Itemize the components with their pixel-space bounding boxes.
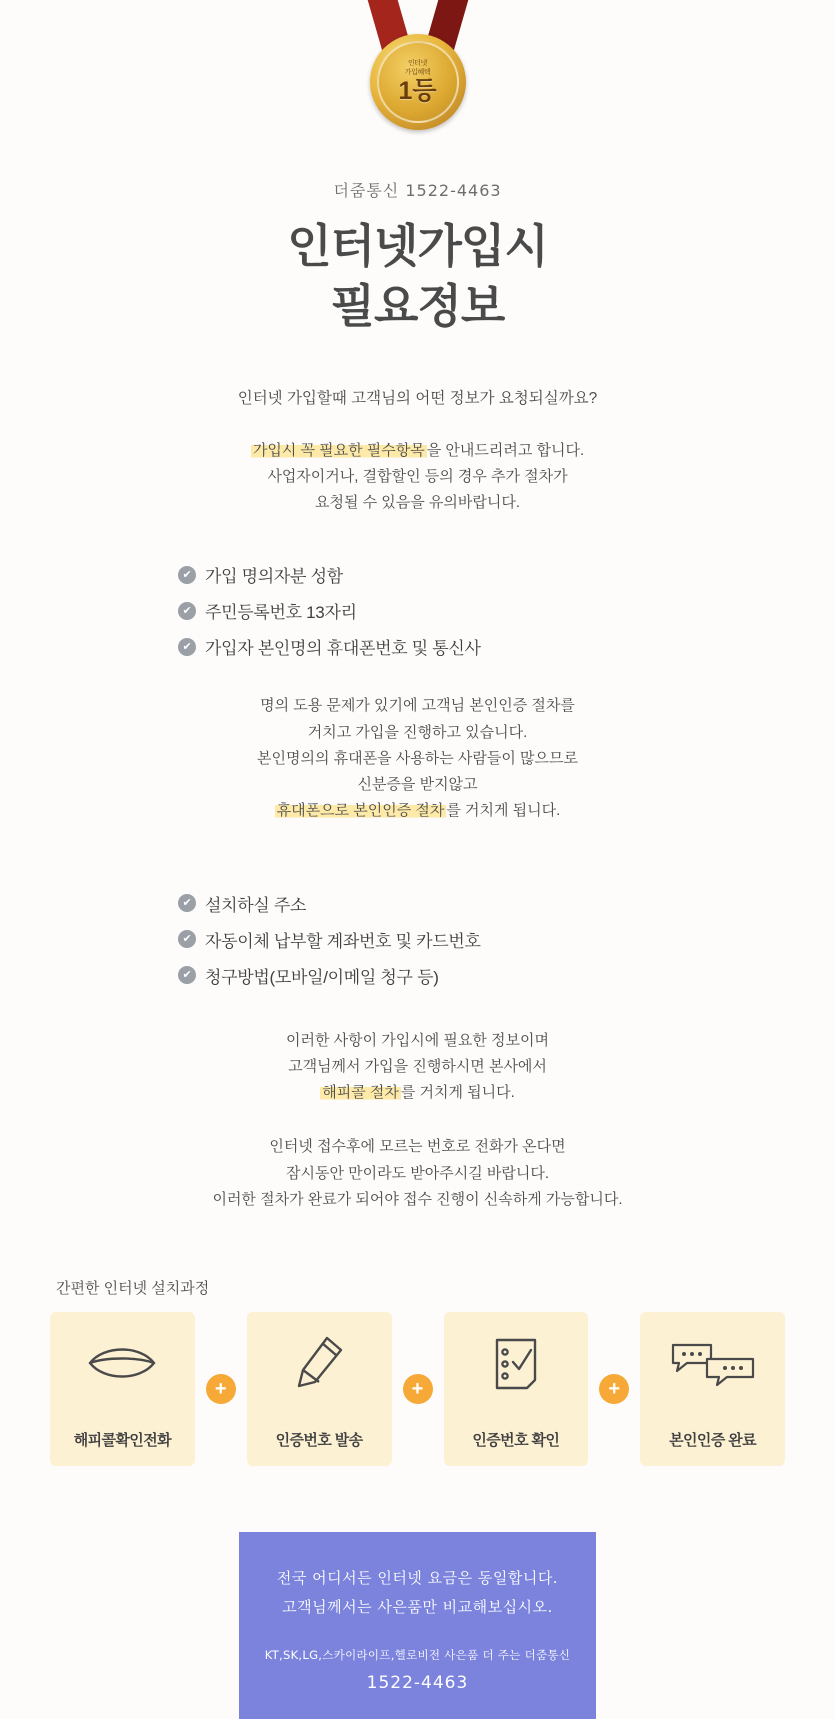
step-card-happy-call xyxy=(50,1312,195,1466)
list-item xyxy=(178,562,835,587)
step-label: 인증번호 확인 xyxy=(472,1432,560,1450)
intro-line1 xyxy=(0,438,835,464)
check-icon: ✔ xyxy=(178,566,196,584)
check-icon: ✔ xyxy=(178,602,196,620)
intro-line2: 사업자이거나, 결합할인 등의 경우 추가 절차가 xyxy=(267,467,568,485)
checklist-required-info xyxy=(0,562,835,659)
checklist-clipboard-icon xyxy=(491,1332,541,1394)
medal-top-line2: 가입혜택 xyxy=(404,68,431,76)
plus-icon: + xyxy=(599,1374,629,1404)
note2-line2: 고객님께서 가입을 진행하시면 본사에서 xyxy=(288,1057,547,1075)
medal-inner xyxy=(377,41,459,123)
medal-icon xyxy=(370,34,466,130)
note-incoming-call xyxy=(0,1134,835,1213)
note1-line5-tail: 를 거치게 됩니다. xyxy=(446,802,561,820)
intro-line3: 요청될 수 있음을 유의바랍니다. xyxy=(314,494,521,512)
list-item xyxy=(178,598,835,623)
note3-line2: 잠시동안 만이라도 받아주시길 바랍니다. xyxy=(285,1164,549,1182)
note2-line3-tail: 를 거치게 됩니다. xyxy=(400,1084,515,1102)
note2-line3 xyxy=(0,1080,835,1106)
list-item-label: 설치하실 주소 xyxy=(205,895,307,915)
list-item-label: 자동이체 납부할 계좌번호 및 카드번호 xyxy=(205,931,481,951)
note3-line1: 인터넷 접수후에 모르는 번호로 전화가 온다면 xyxy=(269,1138,566,1156)
note-identity-verification xyxy=(0,693,835,824)
lead-text: 인터넷 가입할때 고객님의 어떤 정보가 요청되실까요? xyxy=(237,389,598,407)
intro-line1-tail: 을 안내드리려고 합니다. xyxy=(426,441,585,459)
list-item xyxy=(178,927,835,952)
plus-icon: + xyxy=(403,1374,433,1404)
banner-phone: 1522-4463 xyxy=(366,1673,469,1694)
list-item xyxy=(178,634,835,659)
step-card-send-code xyxy=(247,1312,392,1466)
pencil-icon xyxy=(291,1332,347,1394)
check-icon: ✔ xyxy=(178,894,196,912)
medal-badge xyxy=(0,0,835,150)
note1-line4: 신분증을 받지않고 xyxy=(357,776,478,794)
medal-top-line1: 인터넷 xyxy=(407,59,428,67)
page-title-line1: 인터넷가입시 xyxy=(287,220,548,272)
spacer xyxy=(0,825,835,881)
step-card-verified xyxy=(640,1312,785,1466)
checklist-additional-info xyxy=(0,891,835,988)
note-happy-call xyxy=(0,1028,835,1107)
check-icon: ✔ xyxy=(178,638,196,656)
note1-line5 xyxy=(0,798,835,824)
list-item-label: 청구방법(모바일/이메일 청구 등) xyxy=(205,967,439,987)
chat-bubbles-icon xyxy=(667,1332,759,1394)
page-title-line2: 필요정보 xyxy=(330,279,505,332)
check-icon: ✔ xyxy=(178,930,196,948)
intro-paragraph xyxy=(0,438,835,517)
banner-line3: KT,SK,LG,스카이라이프,헬로비전 사은품 더 주는 더줌통신 xyxy=(264,1648,571,1663)
footer-banner xyxy=(239,1532,596,1719)
step-label: 해피콜확인전화 xyxy=(73,1432,171,1450)
intro-line1-highlight: 가입시 꼭 필요한 필수항목 xyxy=(252,441,425,459)
note1-line2: 거치고 가입을 진행하고 있습니다. xyxy=(307,723,528,741)
banner-line2: 고객님께서는 사은품만 비교해보십시오. xyxy=(282,1597,553,1616)
brand-phone-line: 더줌통신 1522-4463 xyxy=(333,181,502,200)
note1-line1: 명의 도용 문제가 있기에 고객님 본인인증 절차를 xyxy=(260,697,575,715)
medal-rank: 1등 xyxy=(398,77,437,106)
steps-section-title: 간편한 인터넷 설치과정 xyxy=(56,1280,210,1298)
list-item xyxy=(178,891,835,916)
banner-line1: 전국 어디서든 인터넷 요금은 동일합니다. xyxy=(276,1569,559,1588)
page-title xyxy=(0,217,835,337)
list-item-label: 가입자 본인명의 휴대폰번호 및 통신사 xyxy=(205,639,481,659)
step-label: 본인인증 완료 xyxy=(669,1432,757,1450)
note2-line1: 이러한 사항이 가입시에 필요한 정보이며 xyxy=(285,1031,549,1049)
note1-line5-highlight: 휴대폰으로 본인인증 절차 xyxy=(276,802,445,820)
steps-row xyxy=(0,1312,835,1466)
step-label: 인증번호 발송 xyxy=(275,1432,363,1450)
list-item-label: 주민등록번호 13자리 xyxy=(205,603,357,623)
plus-icon: + xyxy=(206,1374,236,1404)
medal-top-text xyxy=(405,60,430,78)
step-card-verify-code xyxy=(444,1312,589,1466)
lips-icon xyxy=(86,1332,158,1394)
list-item xyxy=(178,963,835,988)
list-item-label: 가입 명의자분 성함 xyxy=(205,567,343,587)
check-icon: ✔ xyxy=(178,966,196,984)
note3-line3: 이러한 절차가 완료가 되어야 접수 진행이 신속하게 가능합니다. xyxy=(212,1190,623,1208)
footer-banner-wrap xyxy=(0,1532,835,1719)
note1-line3: 본인명의의 휴대폰을 사용하는 사람들이 많으므로 xyxy=(257,749,578,767)
note2-line3-highlight: 해피콜 절차 xyxy=(322,1084,399,1102)
